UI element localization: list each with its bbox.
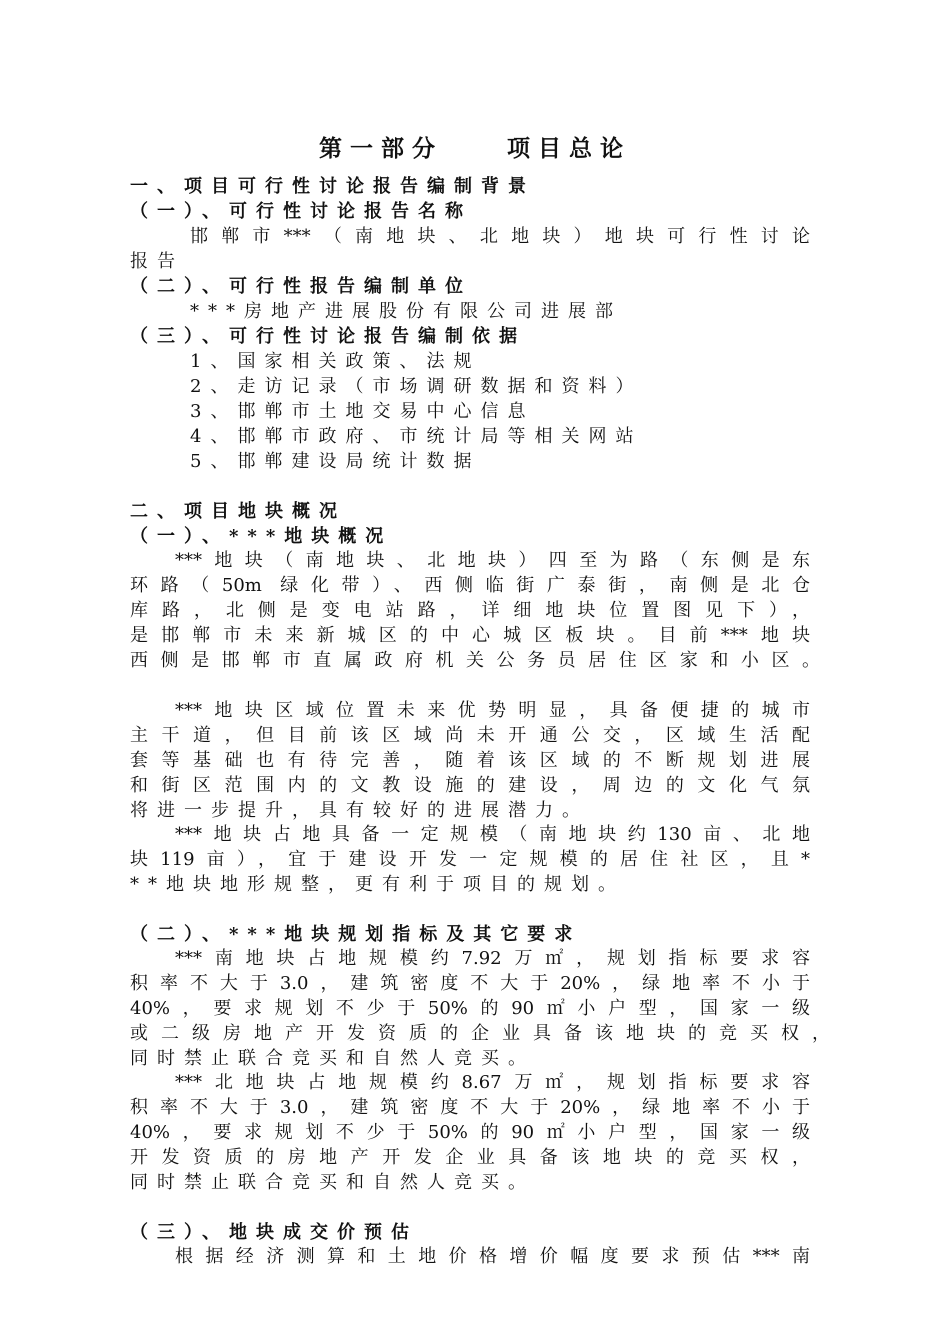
paragraph-line: 积率不大于3.0，建筑密度不大于20%，绿地率不小于 — [130, 1097, 810, 1118]
list-item: 3、邯郸市土地交易中心信息 — [190, 401, 535, 422]
subsection-heading: （一）、***地块概况 — [130, 526, 393, 547]
paragraph-line: 或二级房地产开发资质的企业具备该地块的竞买权， — [130, 1023, 830, 1044]
paragraph-line: ***地块占地具备一定规模（南地块约130亩、北地 — [175, 824, 810, 845]
list-item: 5、邯郸建设局统计数据 — [190, 451, 481, 472]
paragraph-line: 库路，北侧是变电站路，详细地块位置图见下）， — [130, 600, 810, 621]
paragraph-line: ***地块（南地块、北地块）四至为路（东侧是东 — [175, 550, 810, 571]
subsection-heading: （三）、可行性讨论报告编制依据 — [130, 326, 526, 347]
paragraph-line: ***地块区域位置未来优势明显，具备便捷的城市 — [175, 700, 810, 721]
paragraph-line: 环路（50m 绿化带）、西侧临街广泰街，南侧是北仓 — [130, 575, 810, 596]
paragraph-line: 报告 — [130, 251, 184, 272]
section-heading: 一、项目可行性讨论报告编制背景 — [130, 176, 535, 197]
paragraph-line: 同时禁止联合竞买和自然人竞买。 — [130, 1172, 535, 1193]
paragraph-line: 将进一步提升，具有较好的进展潜力。 — [130, 800, 589, 821]
paragraph-line: 是邯郸市未来新城区的中心城区板块。目前***地块 — [130, 625, 810, 646]
paragraph-line: 块119亩），宜于建设开发一定规模的居住社区，且* — [130, 849, 810, 870]
paragraph-line: 积率不大于3.0，建筑密度不大于20%，绿地率不小于 — [130, 973, 810, 994]
paragraph-line: ***北地块占地规模约8.67万㎡，规划指标要求容 — [175, 1072, 810, 1093]
section-heading: 二、项目地块概况 — [130, 501, 346, 522]
subsection-heading: （三）、地块成交价预估 — [130, 1222, 418, 1243]
paragraph-line: 主干道，但目前该区域尚未开通公交，区域生活配 — [130, 725, 810, 746]
subsection-heading: （二）、***地块规划指标及其它要求 — [130, 924, 582, 945]
paragraph-line: ***南地块占地规模约7.92万㎡，规划指标要求容 — [175, 948, 810, 969]
subsection-heading: （二）、可行性报告编制单位 — [130, 276, 472, 297]
paragraph-line: 和街区范围内的文教设施的建设，周边的文化气氛 — [130, 775, 810, 796]
paragraph-line: 同时禁止联合竞买和自然人竞买。 — [130, 1048, 535, 1069]
list-item: 1、国家相关政策、法规 — [190, 351, 481, 372]
paragraph-line: 套等基础也有待完善，随着该区域的不断规划进展 — [130, 750, 810, 771]
paragraph-line: 西侧是邯郸市直属政府机关公务员居住区家和小区。 — [130, 650, 820, 671]
paragraph-line: 40%，要求规划不少于50%的90㎡小户型，国家一级 — [130, 1122, 810, 1143]
subsection-heading: （一）、可行性讨论报告名称 — [130, 201, 472, 222]
paragraph-line: 根据经济测算和土地价格增价幅度要求预估***南 — [175, 1246, 810, 1267]
paragraph-line: **地块地形规整，更有利于项目的规划。 — [130, 874, 625, 895]
paragraph-line: 40%，要求规划不少于50%的90㎡小户型，国家一级 — [130, 998, 810, 1019]
paragraph-line: ***房地产进展股份有限公司进展部 — [190, 301, 622, 322]
list-item: 2、走访记录（市场调研数据和资料） — [190, 376, 643, 397]
page-title: 第一部分 项目总论 — [318, 135, 632, 162]
list-item: 4、邯郸市政府、市统计局等相关网站 — [190, 426, 643, 447]
paragraph-line: 邯郸市***（南地块、北地块）地块可行性讨论 — [190, 226, 810, 247]
paragraph-line: 开发资质的房地产开发企业具备该地块的竞买权， — [130, 1147, 810, 1168]
